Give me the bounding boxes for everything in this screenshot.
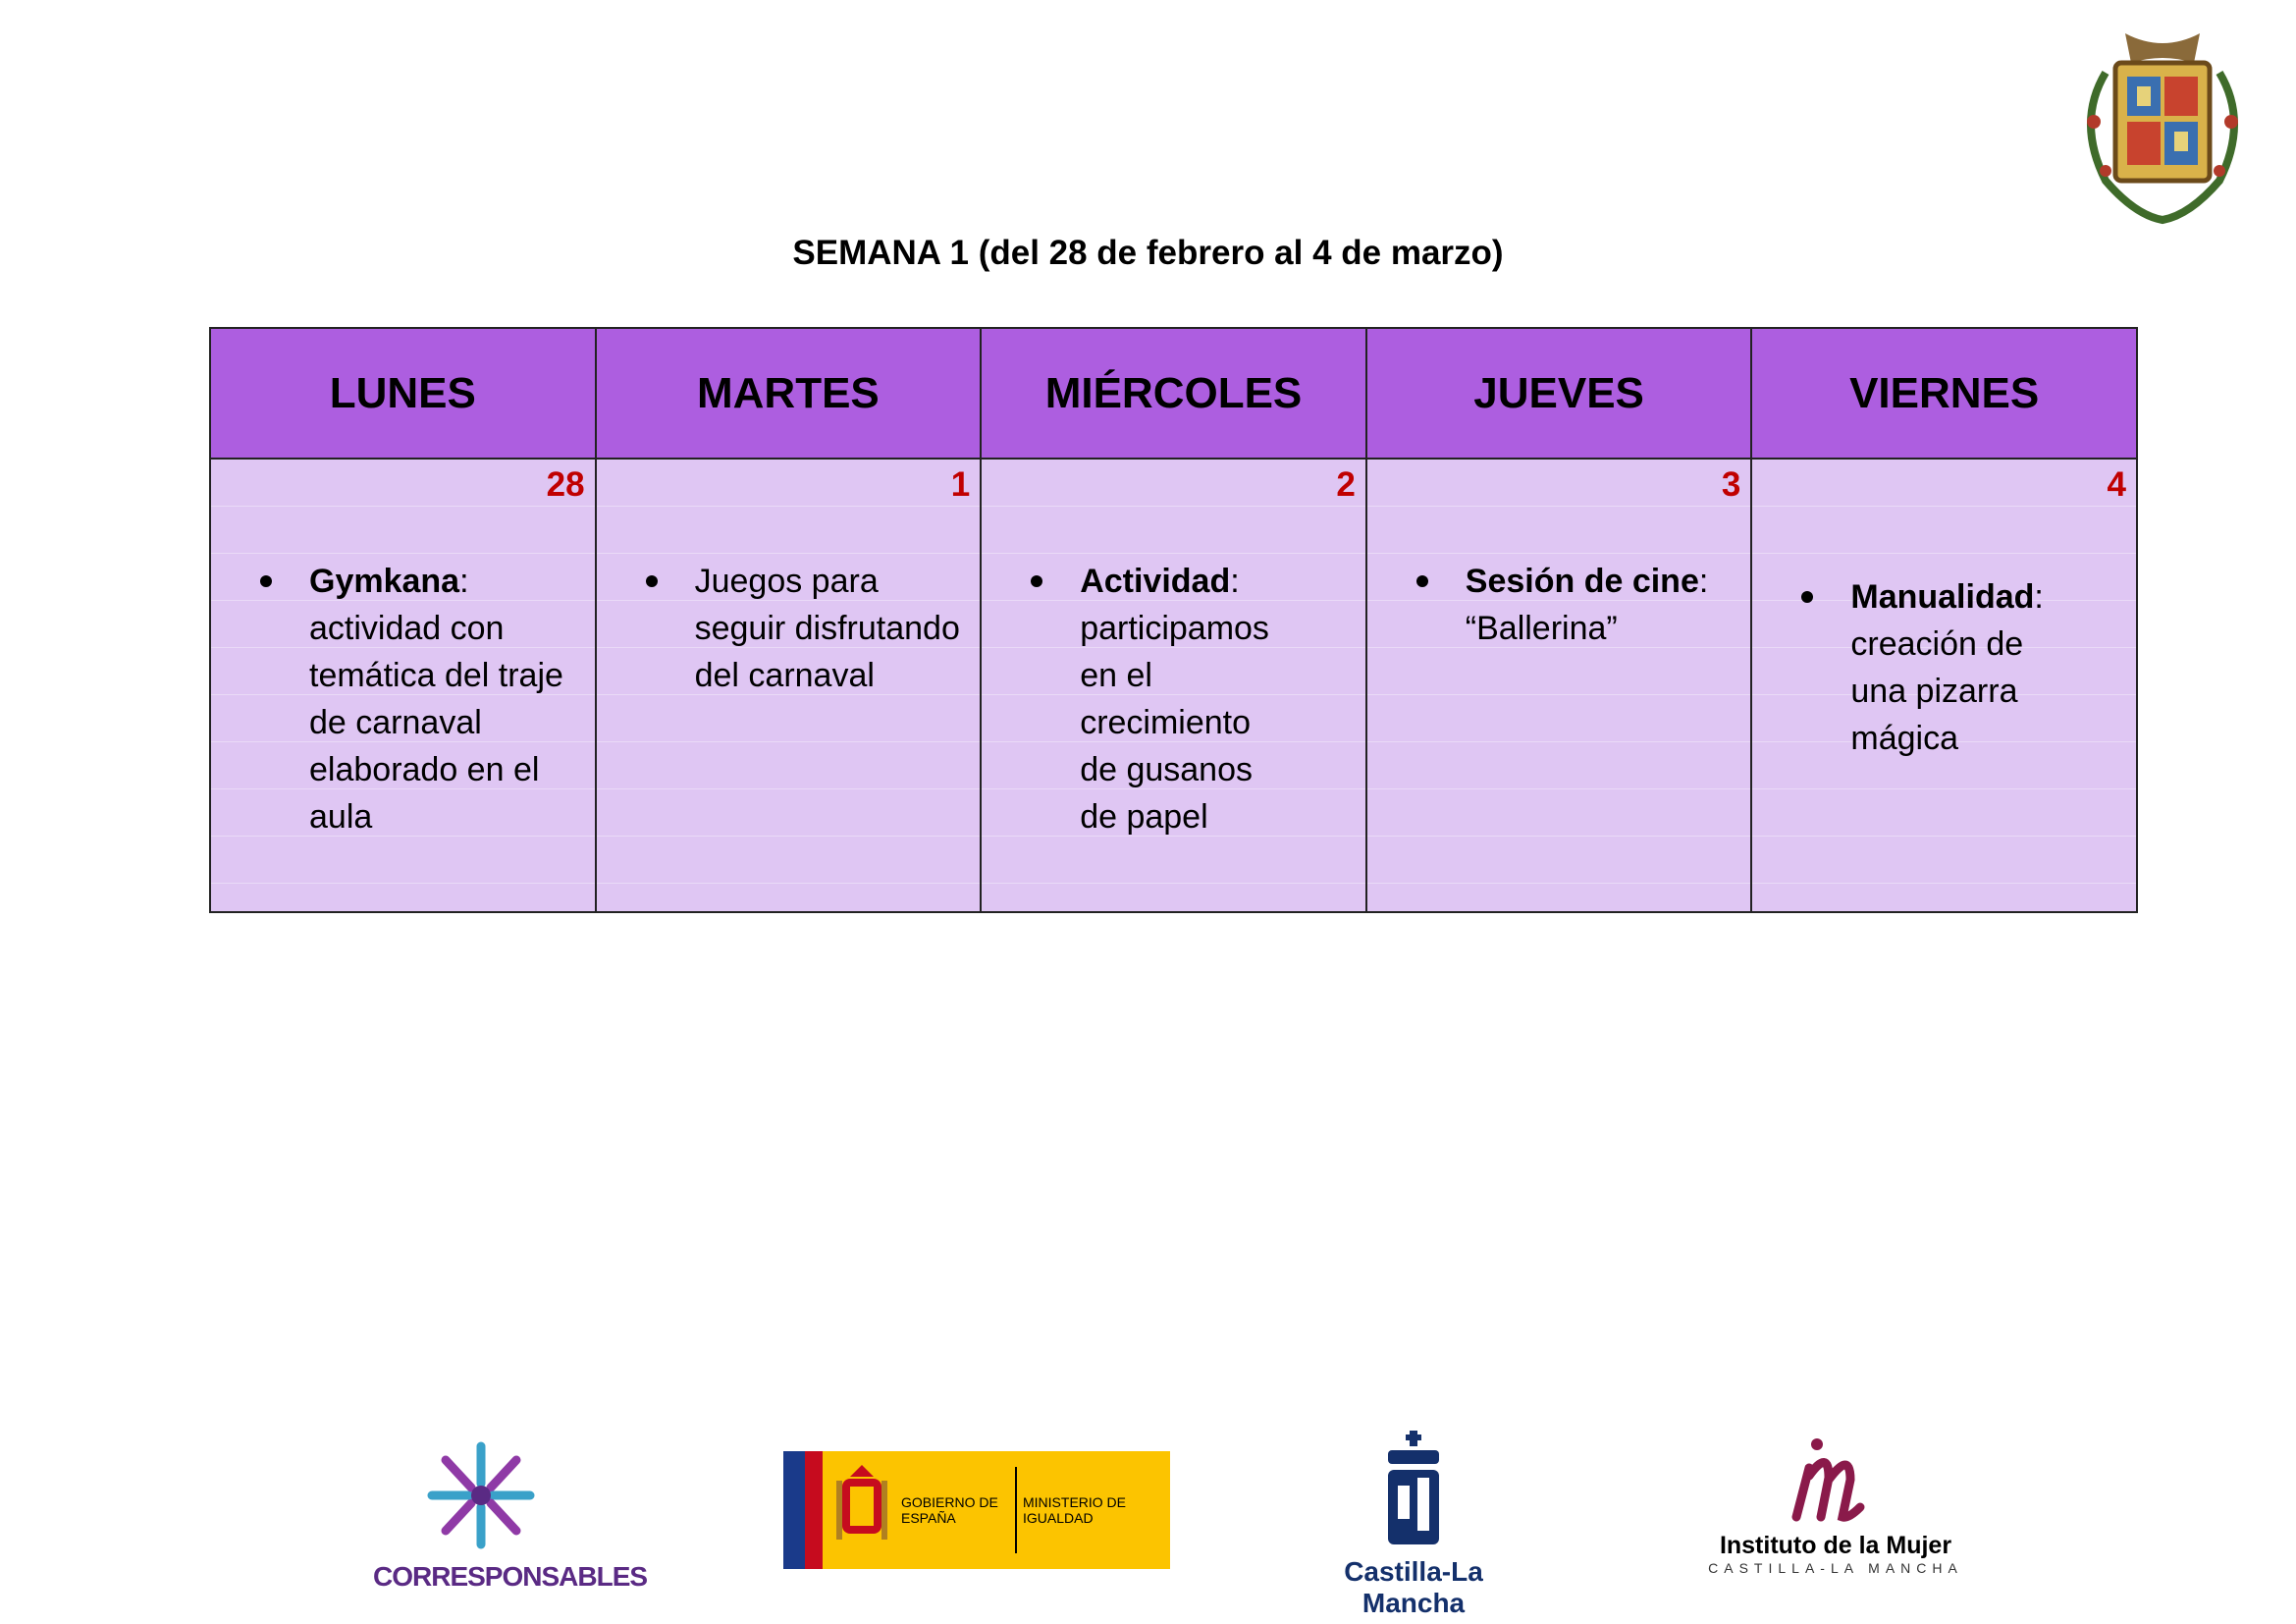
castilla-castle-icon [1296,1429,1531,1551]
activity-item [695,558,979,699]
day-header-tuesday: MARTES [597,329,983,458]
week-title: SEMANA 1 (del 28 de febrero al 4 de marzo) [792,234,1504,272]
activity-description: : creación de una pizarra mágica [1850,578,2044,757]
day-header-wednesday: MIÉRCOLES [982,329,1367,458]
activity-description: : participamos en el crecimiento de gusanos de papel [1080,563,1269,836]
activity-title: Manualidad [1850,578,2035,616]
bullet-icon [1416,575,1428,587]
activity-row [211,460,2136,911]
corresponsables-logo [373,1438,648,1596]
activity-description: Juegos para seguir disfrutando del carnaval [694,563,960,694]
activity-description: : actividad con temática del traje de carnaval elaborado en el aula [309,563,563,836]
castilla-la-mancha-logo [1296,1429,1531,1618]
date-number: 28 [546,465,585,504]
bullet-icon [646,575,658,587]
spain-shield-icon [823,1451,901,1569]
day-cell-friday [1752,460,2136,911]
activity-item [309,558,593,840]
bullet-icon [1031,575,1042,587]
spain-flag-icon [805,1451,823,1569]
date-number: 3 [1721,465,1741,504]
day-cell-thursday [1367,460,1753,911]
gobierno-label: GOBIERNO DE ESPAÑA [901,1494,998,1526]
day-header-thursday: JUEVES [1367,329,1753,458]
instituto-sub-label: CASTILLA-LA MANCHA [1708,1560,1963,1576]
activity-item [1466,558,1749,652]
activity-item [1080,558,1297,840]
gobierno-espana-logo [783,1451,1170,1569]
date-number: 1 [950,465,971,504]
day-cell-wednesday [982,460,1367,911]
date-number: 2 [1336,465,1356,504]
activity-title: Actividad [1080,563,1231,600]
date-number: 4 [2107,465,2126,504]
eu-flag-icon [783,1451,805,1569]
day-header-row [211,329,2136,460]
day-header-monday: LUNES [211,329,597,458]
bullet-icon [260,575,272,587]
castilla-label: Castilla-La Mancha [1344,1556,1483,1618]
weekly-schedule-table [209,327,2138,913]
activity-description: : “Ballerina” [1465,563,1709,647]
instituto-label: Instituto de la Mujer [1719,1532,1952,1559]
ministerio-label: MINISTERIO DE IGUALDAD [1023,1494,1127,1526]
coat-of-arms-logo [2066,14,2259,232]
day-cell-monday [211,460,597,911]
corresponsables-label: CORRESPONSABLES [373,1561,648,1592]
activity-title: Sesión de cine [1465,563,1699,600]
activity-title: Gymkana [309,563,460,600]
instituto-mujer-logo [1703,1429,1968,1596]
day-header-friday: VIERNES [1849,368,2040,417]
instituto-m-icon [1703,1429,1968,1527]
day-cell-tuesday [597,460,983,911]
activity-item [1850,573,2067,762]
bullet-icon [1801,591,1813,603]
